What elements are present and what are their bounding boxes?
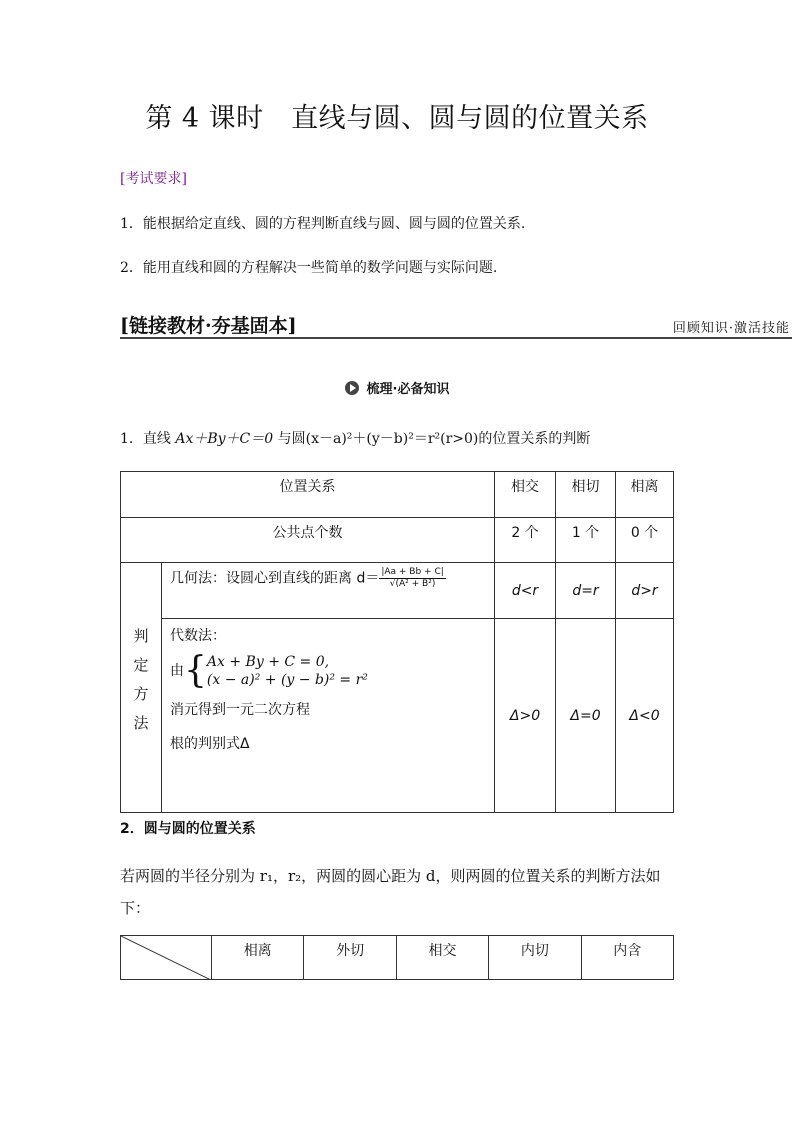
section-subtitle: 回顾知识·激活技能 [672, 321, 790, 336]
point2-body: 若两圆的半径分别为 r₁，r₂，两圆的圆心距为 d，则两圆的位置关系的判断方法如下： [120, 867, 661, 917]
method-label-cell [121, 563, 162, 813]
play-icon [345, 381, 359, 395]
fraction-denominator: √(A² + B²) [389, 579, 436, 589]
system-equations [207, 653, 368, 689]
point1-prefix: 1．直线 [120, 431, 176, 447]
requirement-item-1: 1．能根据给定直线、圆的方程判断直线与圆、圆与圆的位置关系. [120, 216, 526, 232]
table-cell: 公共点个数 [121, 518, 495, 563]
table-header: 相交 [396, 936, 488, 980]
system-prefix: 由 [170, 663, 184, 679]
table-header: 相离 [616, 472, 674, 518]
circle-equation: (x－a)²＋(y－b)²＝r²(r>0) [305, 431, 479, 447]
requirements-label: [考试要求] [120, 171, 187, 187]
geometric-label: 几何法：设圆心到直线的距离 d＝ [170, 570, 380, 587]
table-cell: d>r [616, 563, 674, 619]
point2-title: 2．圆与圆的位置关系 [120, 821, 256, 837]
point1-suffix: 的位置关系的判断 [478, 431, 591, 447]
circle-circle-table [120, 935, 674, 980]
section-title: [链接教材·夯基固本] [120, 315, 297, 337]
distance-fraction [379, 567, 445, 590]
page-title: 第 4 课时 直线与圆、圆与圆的位置关系 [145, 103, 649, 134]
system-eq-2: (x − a)² + (y − b)² = r² [206, 672, 368, 688]
table-cell: Δ<0 [616, 619, 674, 813]
subsection-title: 梳理·必备知识 [366, 382, 450, 397]
table-cell: 2 个 [495, 518, 556, 563]
table-header: 位置关系 [121, 472, 495, 518]
method-label: 判定方法 [131, 627, 150, 744]
line-equation: Ax＋By＋C＝0 [175, 431, 274, 447]
table-header: 相交 [495, 472, 556, 518]
fraction-numerator: |Aa + Bb + C| [381, 567, 444, 577]
algebraic-discriminant: 根的判别式Δ [170, 736, 250, 752]
line-circle-table [120, 471, 674, 813]
equation-system [170, 650, 486, 691]
requirement-item-2: 2．能用直线和圆的方程解决一些简单的数学问题与实际问题. [120, 260, 498, 276]
system-eq-1: Ax + By + C = 0, [206, 654, 330, 670]
table-header: 外切 [304, 936, 396, 980]
diagonal-line-icon [121, 936, 211, 980]
table-header: 相切 [556, 472, 616, 518]
table-header: 相离 [212, 936, 304, 980]
point1-text [120, 428, 590, 448]
algebraic-label: 代数法： [170, 628, 226, 644]
diagonal-header-cell [121, 936, 212, 980]
table-cell: d<r [495, 563, 556, 619]
table-header: 内切 [489, 936, 581, 980]
table-cell: d=r [556, 563, 616, 619]
table-cell: 1 个 [556, 518, 616, 563]
section-header [120, 309, 792, 339]
left-brace-icon: { [184, 650, 207, 691]
table-cell: 0 个 [616, 518, 674, 563]
algebraic-method-cell [162, 619, 495, 813]
algebraic-step: 消元得到一元二次方程 [170, 702, 310, 718]
table-header: 内含 [581, 936, 673, 980]
subsection-heading [0, 378, 794, 397]
table-cell: Δ=0 [556, 619, 616, 813]
point1-mid: 与圆 [273, 431, 306, 447]
table-cell: Δ>0 [495, 619, 556, 813]
geometric-method-cell [162, 563, 495, 619]
